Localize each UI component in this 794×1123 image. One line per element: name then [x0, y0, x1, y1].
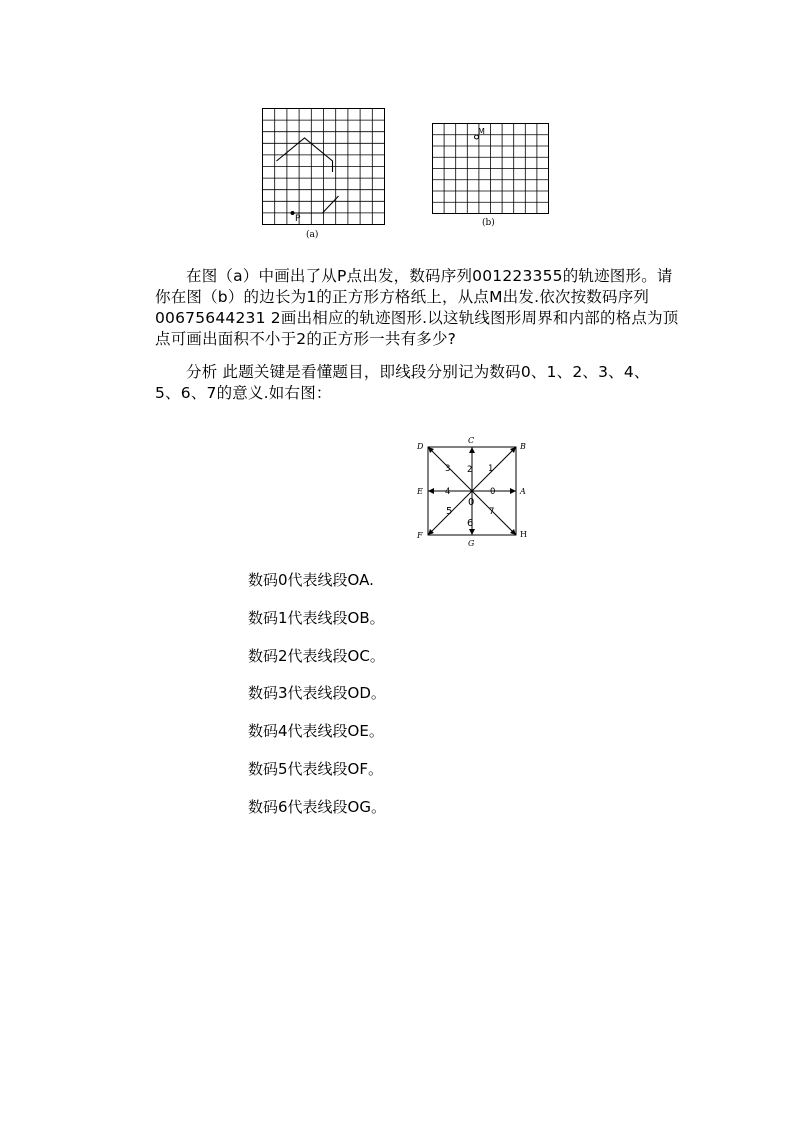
corner-label-e: E: [417, 487, 423, 496]
digit-label-7: 7: [489, 507, 495, 517]
problem-paragraph: [155, 266, 679, 350]
digit-label-2: 2: [467, 465, 473, 475]
digit-label-4: 4: [445, 487, 451, 497]
analysis-line: 5、6、7的意义.如右图：: [155, 384, 332, 402]
figure-a-caption: (a): [306, 230, 319, 240]
corner-label-b: B: [520, 442, 526, 451]
code-item: 数码2代表线段OC。: [248, 647, 385, 665]
digit-label-0: 0: [490, 487, 496, 497]
center-label-o: 0: [468, 497, 475, 508]
problem-line: 点可画出面积不小于2的正方形一共有多少?: [155, 330, 457, 348]
code-item: 数码1代表线段OB。: [248, 609, 385, 627]
corner-label-d: D: [417, 442, 424, 451]
figure-b-grid: [432, 123, 552, 229]
corner-label-a: A: [520, 487, 526, 496]
code-item: 数码6代表线段OG。: [248, 798, 386, 816]
digit-label-5: 5: [446, 506, 453, 517]
problem-line: 在图（a）中画出了从P点出发，数码序列001223355的轨迹图形。请: [186, 267, 673, 285]
corner-label-h: H: [520, 530, 527, 539]
corner-label-f: F: [417, 531, 423, 540]
problem-line: 你在图（b）的边长为1的正方形方格纸上，从点M出发.依次按数码序列: [155, 288, 650, 306]
direction-diagram: [412, 434, 534, 550]
digit-label-1: 1: [488, 464, 494, 474]
digit-label-6: 6: [467, 518, 474, 529]
problem-line: 00675644231 2画出相应的轨迹图形.以这轨线图形周界和内部的格点为顶: [155, 309, 679, 327]
code-item: 数码0代表线段OA.: [248, 571, 374, 589]
code-item: 数码3代表线段OD。: [248, 684, 386, 702]
code-item: 数码5代表线段OF。: [248, 760, 383, 778]
figure-a-point-label: P: [295, 214, 301, 224]
analysis-line: 分析 此题关键是看懂题目，即线段分别记为数码0、1、2、3、4、: [186, 363, 650, 381]
code-item: 数码4代表线段OE。: [248, 722, 384, 740]
digit-label-3: 3: [445, 464, 451, 474]
figure-a-grid: [262, 108, 386, 240]
figure-b-point-label: M: [478, 127, 485, 136]
corner-label-g: G: [468, 539, 475, 548]
corner-label-c: C: [468, 436, 475, 445]
figure-b-caption: (b): [482, 218, 495, 228]
analysis-paragraph: [155, 362, 675, 404]
